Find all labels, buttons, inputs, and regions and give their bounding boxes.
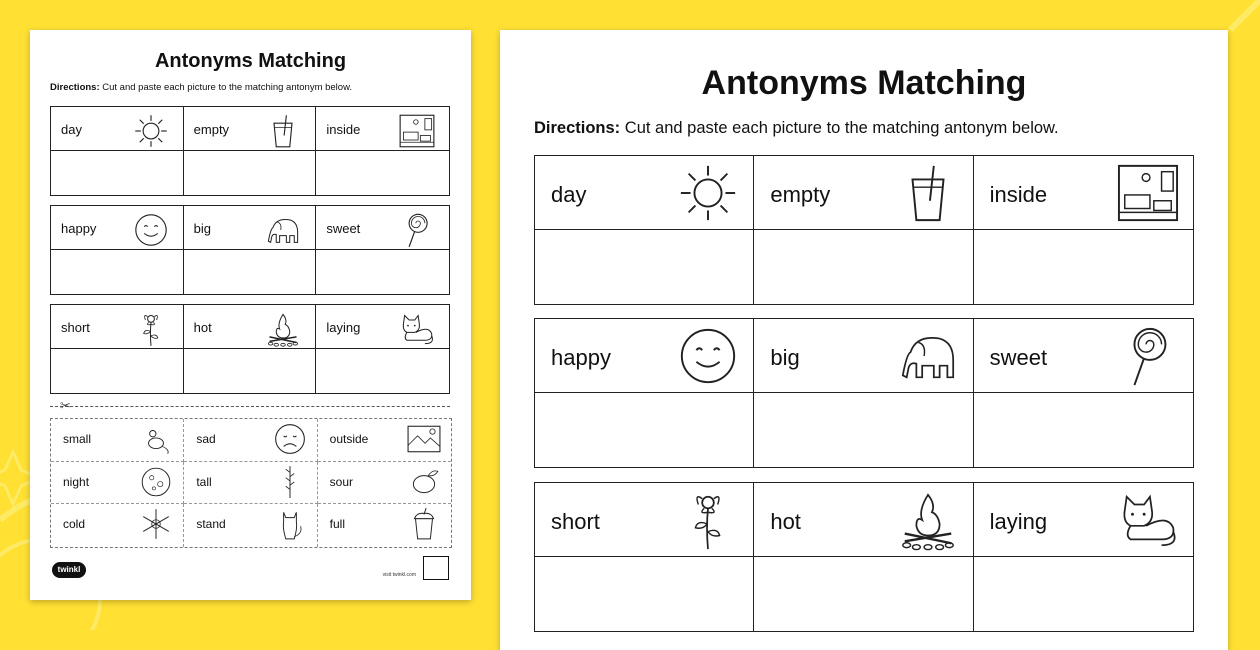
word-label: inside bbox=[326, 122, 361, 137]
cutout-card-cold bbox=[51, 504, 184, 547]
word-cell-empty bbox=[184, 107, 317, 151]
paste-area bbox=[754, 230, 973, 304]
word-label: sweet bbox=[326, 221, 361, 236]
smiley-face-icon bbox=[677, 325, 739, 387]
worksheet-title: Antonyms Matching bbox=[701, 64, 1027, 102]
paste-area bbox=[184, 250, 317, 294]
cutout-card-sad bbox=[184, 419, 317, 462]
cutout-word: sour bbox=[329, 474, 353, 489]
paste-area bbox=[184, 151, 317, 195]
word-label: big bbox=[770, 345, 800, 370]
word-cell-inside bbox=[316, 107, 449, 151]
antonym-group-1 bbox=[534, 155, 1194, 305]
word-label: empty bbox=[770, 182, 831, 207]
full-cup-icon bbox=[407, 507, 441, 541]
word-cell-hot bbox=[754, 483, 973, 557]
word-cell-sweet bbox=[974, 319, 1193, 393]
scissors-icon: ✂ bbox=[60, 398, 71, 413]
sad-face-icon bbox=[273, 422, 307, 456]
paste-area bbox=[974, 230, 1193, 304]
smiley-face-icon bbox=[133, 212, 169, 248]
paste-area bbox=[184, 349, 317, 393]
directions-body: Cut and paste each picture to the matching antonym below. bbox=[620, 119, 1059, 137]
living-room-icon bbox=[399, 113, 435, 149]
cutout-card-small bbox=[51, 419, 184, 462]
antonym-group-3 bbox=[534, 482, 1194, 632]
cutout-pictures bbox=[50, 418, 452, 548]
footer-url: visit twinkl.com bbox=[382, 572, 416, 578]
tall-plant-icon bbox=[273, 465, 307, 499]
antonym-group-2 bbox=[50, 205, 450, 295]
elephant-icon bbox=[897, 325, 959, 387]
living-room-icon bbox=[1117, 162, 1179, 224]
word-label: short bbox=[551, 509, 600, 534]
paste-area bbox=[51, 151, 184, 195]
twinkl-logo: twinkl bbox=[52, 562, 86, 578]
word-cell-laying bbox=[974, 483, 1193, 557]
cutout-word: night bbox=[63, 474, 90, 489]
paste-area bbox=[316, 151, 449, 195]
worksheet-preview-small bbox=[30, 30, 471, 600]
cut-line bbox=[50, 406, 450, 407]
word-cell-big bbox=[754, 319, 973, 393]
paste-area bbox=[535, 557, 754, 631]
paste-area bbox=[316, 349, 449, 393]
cutout-word: cold bbox=[63, 517, 86, 532]
cutout-card-outside bbox=[318, 419, 451, 462]
word-cell-inside bbox=[974, 156, 1193, 230]
word-cell-laying bbox=[316, 305, 449, 349]
cat-icon bbox=[399, 311, 435, 347]
cutout-card-sour bbox=[318, 462, 451, 505]
elephant-icon bbox=[265, 212, 301, 248]
flower-icon bbox=[133, 311, 169, 347]
cutout-word: small bbox=[63, 432, 92, 446]
word-label: inside bbox=[989, 182, 1048, 207]
directions-body: Cut and paste each picture to the matching antonym below. bbox=[99, 82, 353, 93]
moon-icon bbox=[139, 465, 173, 499]
paste-area bbox=[51, 349, 184, 393]
word-label: laying bbox=[326, 320, 361, 335]
footer-badge-icon bbox=[423, 556, 449, 580]
paste-area bbox=[51, 250, 184, 294]
directions-label: Directions: bbox=[534, 119, 621, 137]
glass-icon bbox=[265, 113, 301, 149]
antonym-group-2 bbox=[534, 318, 1194, 468]
campfire-icon bbox=[897, 489, 959, 551]
paste-area bbox=[535, 230, 754, 304]
cutout-card-stand bbox=[184, 504, 317, 547]
word-label: day bbox=[551, 182, 587, 207]
directions-text bbox=[534, 119, 1059, 138]
paste-area bbox=[754, 557, 973, 631]
cutout-word: outside bbox=[329, 432, 369, 446]
word-cell-big bbox=[184, 206, 317, 250]
antonym-group-1 bbox=[50, 106, 450, 196]
worksheet-title: Antonyms Matching bbox=[154, 50, 347, 72]
directions-label: Directions: bbox=[50, 82, 100, 93]
landscape-icon bbox=[407, 422, 441, 456]
paste-area bbox=[974, 393, 1193, 467]
sun-icon bbox=[133, 113, 169, 149]
snowflake-icon bbox=[139, 507, 173, 541]
worksheet-preview-large bbox=[500, 30, 1228, 650]
lollipop-icon bbox=[1117, 325, 1179, 387]
word-label: short bbox=[61, 320, 90, 335]
word-label: happy bbox=[551, 345, 611, 370]
directions-text bbox=[50, 82, 352, 93]
cutout-card-night bbox=[51, 462, 184, 505]
cat-icon bbox=[1117, 489, 1179, 551]
word-cell-short bbox=[51, 305, 184, 349]
word-label: empty bbox=[193, 122, 230, 137]
word-cell-hot bbox=[184, 305, 317, 349]
word-label: happy bbox=[61, 221, 97, 236]
word-label: hot bbox=[770, 509, 801, 534]
word-cell-short bbox=[535, 483, 754, 557]
word-label: sweet bbox=[989, 345, 1048, 370]
word-cell-happy bbox=[535, 319, 754, 393]
cutout-word: stand bbox=[196, 517, 226, 532]
standing-cat-icon bbox=[273, 507, 307, 541]
campfire-icon bbox=[265, 311, 301, 347]
word-cell-empty bbox=[754, 156, 973, 230]
word-cell-happy bbox=[51, 206, 184, 250]
flower-icon bbox=[677, 489, 739, 551]
word-cell-day bbox=[51, 107, 184, 151]
cutout-word: tall bbox=[196, 474, 212, 489]
cutout-word: sad bbox=[196, 432, 216, 446]
paste-area bbox=[974, 557, 1193, 631]
word-label: big bbox=[193, 221, 212, 236]
lemon-icon bbox=[407, 465, 441, 499]
word-cell-sweet bbox=[316, 206, 449, 250]
paste-area bbox=[754, 393, 973, 467]
word-cell-day bbox=[535, 156, 754, 230]
paste-area bbox=[316, 250, 449, 294]
cutout-card-tall bbox=[184, 462, 317, 505]
lollipop-icon bbox=[399, 212, 435, 248]
paste-area bbox=[535, 393, 754, 467]
glass-icon bbox=[897, 162, 959, 224]
word-label: hot bbox=[193, 320, 212, 335]
cutout-word: full bbox=[329, 517, 345, 532]
mouse-icon bbox=[139, 422, 173, 456]
word-label: laying bbox=[989, 509, 1048, 534]
word-label: day bbox=[61, 122, 82, 137]
antonym-group-3 bbox=[50, 304, 450, 394]
sun-icon bbox=[677, 162, 739, 224]
cutout-card-full bbox=[318, 504, 451, 547]
